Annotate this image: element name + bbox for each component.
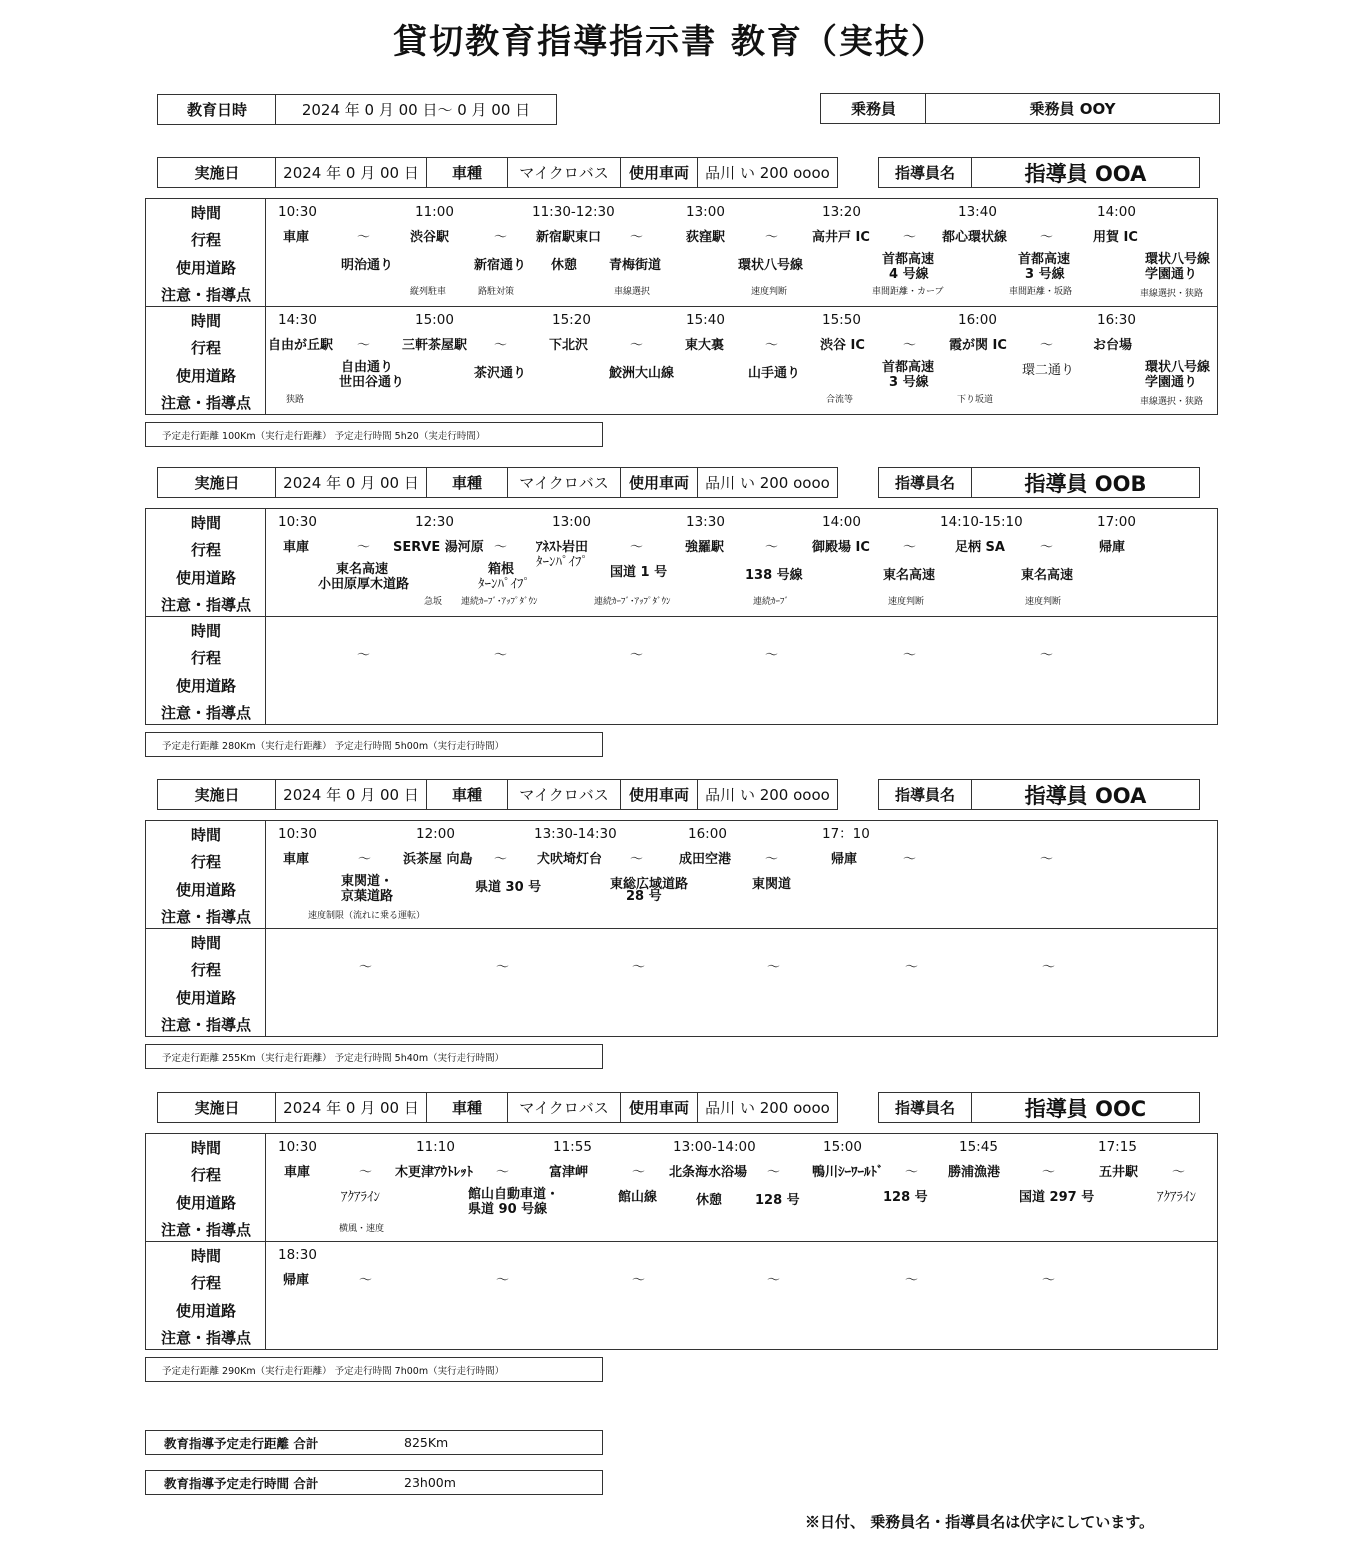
route-arrow: ～ — [494, 852, 508, 867]
road-entry: 茶沢通り — [474, 366, 527, 381]
time-entry: 10:30 — [278, 1139, 317, 1155]
road-entry: 鮫洲大山線 — [609, 366, 675, 381]
route-stop: 帰庫 — [1099, 540, 1126, 555]
time-entry: 14:00 — [1097, 204, 1136, 220]
road-entry: 東名高速 — [883, 568, 936, 583]
route-stop: 勝浦漁港 — [948, 1165, 1001, 1180]
route-arrow: ～ — [359, 1273, 373, 1288]
time-entry: 15:50 — [822, 312, 861, 328]
note-entry: 車線選択 — [614, 287, 651, 297]
road-entry: 国道 297 号 — [1019, 1190, 1095, 1205]
road-entry: 138 号線 — [745, 568, 803, 583]
note-entry: 速度判断 — [751, 287, 788, 297]
date-label: 実施日 — [194, 474, 240, 492]
route-arrow: ～ — [767, 960, 781, 975]
route-arrow: ～ — [630, 852, 644, 867]
note-entry: 速度判断 — [888, 597, 925, 607]
vehicle-value: 品川 い 200 oooo — [697, 158, 837, 187]
road-entry: 128 号 — [755, 1193, 800, 1208]
road-entry: ﾀｰﾝﾊﾟｲﾌﾟ — [478, 577, 530, 592]
day-info-box — [157, 157, 838, 188]
road-entry: 県道 30 号 — [475, 880, 542, 895]
date-label: 実施日 — [194, 786, 240, 804]
road-entry: 明治通り — [341, 258, 394, 273]
route-arrow: ～ — [903, 648, 917, 663]
route-arrow: ～ — [905, 1165, 919, 1180]
date-value: 2024 年 0 月 00 日 — [275, 468, 426, 497]
road-entry: 京葉道路 — [341, 889, 394, 904]
note-entry: 下り坂道 — [957, 395, 994, 405]
total-distance-label: 教育指導予定走行距離 合計 — [164, 1435, 319, 1451]
row-label-notes: 注意・指導点 — [160, 286, 251, 304]
row-label-time: 時間 — [190, 204, 221, 222]
route-arrow: ～ — [630, 338, 644, 353]
vehicle-value: 品川 い 200 oooo — [697, 780, 837, 809]
time-entry: 15:00 — [823, 1139, 862, 1155]
time-entry: 12:30 — [415, 514, 454, 530]
note-entry: 連続ｶｰﾌﾞ･ｱｯﾌﾟﾀﾞｳﾝ — [461, 597, 538, 607]
time-entry: 16:30 — [1097, 312, 1136, 328]
route-stop: 車庫 — [284, 1165, 311, 1180]
road-entry: 3 号線 — [1025, 267, 1065, 282]
road-entry: 学園通り — [1145, 375, 1198, 390]
education-date-box — [157, 94, 557, 125]
route-arrow: ～ — [1172, 1165, 1186, 1180]
route-stop: 霞が関 IC — [949, 338, 1007, 353]
vehicle-value: 品川 い 200 oooo — [697, 468, 837, 497]
row-label-time: 時間 — [190, 1247, 221, 1265]
road-entry: ｱｸｱﾗｲﾝ — [1157, 1190, 1196, 1205]
row-label-time: 時間 — [190, 1139, 221, 1157]
row-label-road: 使用道路 — [175, 881, 236, 899]
row-label-road: 使用道路 — [175, 259, 236, 277]
route-arrow: ～ — [357, 230, 371, 245]
road-entry: 首都高速 — [882, 360, 935, 375]
vehicle-type-value: マイクロバス — [507, 468, 620, 497]
row-label-notes: 注意・指導点 — [160, 394, 251, 412]
route-stop: 北条海水浴場 — [669, 1165, 748, 1180]
row-label-route: 行程 — [190, 1274, 221, 1292]
road-entry: 28 号 — [626, 889, 662, 904]
route-stop: 木更津ｱｳﾄﾚｯﾄ — [395, 1165, 474, 1180]
time-entry: 14:10-15:10 — [940, 514, 1023, 530]
road-entry: 県道 90 号線 — [468, 1202, 548, 1217]
instructor-label: 指導員名 — [894, 786, 955, 804]
route-arrow: ～ — [494, 338, 508, 353]
row-label-time: 時間 — [190, 514, 221, 532]
row-label-notes: 注意・指導点 — [160, 908, 251, 926]
route-arrow: ～ — [905, 1273, 919, 1288]
row-label-notes: 注意・指導点 — [160, 596, 251, 614]
route-stop: 強羅駅 — [685, 540, 725, 555]
time-entry: 13:30 — [686, 514, 725, 530]
route-arrow: ～ — [903, 338, 917, 353]
route-arrow: ～ — [765, 852, 779, 867]
note-entry: 路駐対策 — [478, 287, 515, 297]
date-value: 2024 年 0 月 00 日 — [275, 780, 426, 809]
instructor-label: 指導員名 — [894, 1099, 955, 1117]
time-entry: 13:00 — [552, 514, 591, 530]
route-arrow: ～ — [905, 960, 919, 975]
route-arrow: ～ — [358, 852, 372, 867]
route-stop: 高井戸 IC — [812, 230, 870, 245]
route-arrow: ～ — [903, 230, 917, 245]
time-entry: 13:40 — [958, 204, 997, 220]
total-time-box — [145, 1470, 603, 1495]
row-label-road: 使用道路 — [175, 569, 236, 587]
road-entry: 128 号 — [883, 1190, 928, 1205]
route-stop: ｱﾈｽﾄ岩田 — [536, 540, 589, 555]
route-stop: 五井駅 — [1099, 1165, 1139, 1180]
row-label-route: 行程 — [190, 339, 221, 357]
road-entry: ｱｸｱﾗｲﾝ — [341, 1190, 380, 1205]
row-label-road: 使用道路 — [175, 677, 236, 695]
time-entry: 12:00 — [416, 826, 455, 842]
route-arrow: ～ — [357, 648, 371, 663]
road-entry: 小田原厚木道路 — [318, 577, 410, 592]
row-label-road: 使用道路 — [175, 367, 236, 385]
instructor-name: 指導員 OOC — [971, 1093, 1199, 1122]
block-divider — [145, 306, 1218, 307]
route-arrow: ～ — [765, 648, 779, 663]
instructor-box — [878, 467, 1200, 498]
row-label-time: 時間 — [190, 622, 221, 640]
route-stop: 浜茶屋 向島 — [403, 852, 473, 867]
instructor-name: 指導員 OOA — [971, 780, 1199, 809]
route-stop: 成田空港 — [679, 852, 732, 867]
row-label-notes: 注意・指導点 — [160, 704, 251, 722]
route-arrow: ～ — [632, 1273, 646, 1288]
note-entry: 横風・速度 — [339, 1224, 385, 1234]
time-entry: 11:55 — [553, 1139, 592, 1155]
route-stop: ﾀｰﾝﾊﾟｲﾌﾟ — [536, 555, 588, 570]
day-summary-box — [145, 1044, 603, 1069]
road-entry: 東総広域道路 — [610, 877, 689, 892]
day-summary: 予定走行距離 290Km（実行走行距離） 予定走行時間 7h00m（実行走行時間） — [162, 1365, 505, 1377]
row-label-route: 行程 — [190, 649, 221, 667]
route-arrow: ～ — [1040, 540, 1054, 555]
route-stop: 富津岬 — [549, 1165, 589, 1180]
row-label-time: 時間 — [190, 312, 221, 330]
date-value: 2024 年 0 月 00 日 — [275, 1093, 426, 1122]
route-stop: 都心環状線 — [942, 230, 1008, 245]
note-entry: 狭路 — [286, 395, 305, 405]
route-arrow: ～ — [359, 1165, 373, 1180]
vehicle-type-label: 車種 — [426, 158, 507, 187]
route-stop: 用賀 IC — [1093, 230, 1138, 245]
day-info-box — [157, 1092, 838, 1123]
row-label-route: 行程 — [190, 1166, 221, 1184]
route-arrow: ～ — [494, 648, 508, 663]
note-entry: 縦列駐車 — [410, 287, 447, 297]
crew-label: 乗務員 — [850, 100, 896, 118]
time-entry: 15:20 — [552, 312, 591, 328]
road-entry: 4 号線 — [889, 267, 929, 282]
day-summary-box — [145, 422, 603, 447]
vehicle-type-label: 車種 — [426, 1093, 507, 1122]
route-arrow: ～ — [496, 1165, 510, 1180]
road-entry: 休憩 — [551, 258, 578, 273]
total-time-label: 教育指導予定走行時間 合計 — [164, 1475, 319, 1491]
vehicle-type-label: 車種 — [426, 780, 507, 809]
time-entry: 10:30 — [278, 826, 317, 842]
note-entry: 車線選択・狭路 — [1140, 397, 1204, 407]
route-arrow: ～ — [1040, 338, 1054, 353]
time-entry: 13:20 — [822, 204, 861, 220]
instructor-name: 指導員 OOA — [971, 158, 1199, 187]
time-entry: 13:30-14:30 — [534, 826, 617, 842]
vehicle-label: 使用車両 — [620, 780, 697, 809]
route-arrow: ～ — [357, 338, 371, 353]
row-label-notes: 注意・指導点 — [160, 1016, 251, 1034]
route-arrow: ～ — [767, 1273, 781, 1288]
note-entry: 車線選択・狭路 — [1140, 289, 1204, 299]
time-entry: 15:40 — [686, 312, 725, 328]
route-arrow: ～ — [632, 960, 646, 975]
route-stop: 荻窪駅 — [686, 230, 726, 245]
note-entry: 連続ｶｰﾌﾞ — [753, 597, 790, 607]
route-stop: 東大裏 — [685, 338, 725, 353]
route-stop: 三軒茶屋駅 — [402, 338, 468, 353]
route-arrow: ～ — [630, 648, 644, 663]
route-arrow: ～ — [494, 540, 508, 555]
road-entry: 自由通り — [341, 360, 394, 375]
route-stop: 渋谷駅 — [410, 230, 450, 245]
time-entry: 17:00 — [1097, 514, 1136, 530]
instructor-box — [878, 779, 1200, 810]
route-stop: 車庫 — [283, 540, 310, 555]
route-arrow: ～ — [1040, 852, 1054, 867]
route-arrow: ～ — [765, 540, 779, 555]
route-stop: 車庫 — [283, 852, 310, 867]
road-entry: 3 号線 — [889, 375, 929, 390]
time-entry: 17:15 — [1098, 1139, 1137, 1155]
instructor-box — [878, 157, 1200, 188]
time-entry: 11:30-12:30 — [532, 204, 615, 220]
total-time-value: 23h00m — [404, 1475, 456, 1490]
route-arrow: ～ — [632, 1165, 646, 1180]
day-info-box — [157, 779, 838, 810]
row-label-time: 時間 — [190, 934, 221, 952]
route-arrow: ～ — [357, 540, 371, 555]
route-arrow: ～ — [1042, 1165, 1056, 1180]
route-stop: 鴨川ｼｰﾜｰﾙﾄﾞ — [812, 1165, 884, 1180]
road-entry: 首都高速 — [882, 252, 935, 267]
note-entry: 車間距離・カーブ — [872, 287, 944, 297]
vehicle-type-value: マイクロバス — [507, 780, 620, 809]
row-label-road: 使用道路 — [175, 1302, 236, 1320]
road-entry: 環状八号線 — [1145, 360, 1211, 375]
note-entry: 連続ｶｰﾌﾞ･ｱｯﾌﾟﾀﾞｳﾝ — [594, 597, 671, 607]
day-summary: 予定走行距離 255Km（実行走行距離） 予定走行時間 5h40m（実行走行時間） — [162, 1052, 505, 1064]
crew-value: 乗務員 OOY — [925, 94, 1219, 123]
day-info-box — [157, 467, 838, 498]
vehicle-type-value: マイクロバス — [507, 158, 620, 187]
route-arrow: ～ — [1040, 230, 1054, 245]
road-entry: 館山線 — [618, 1190, 658, 1205]
route-arrow: ～ — [765, 230, 779, 245]
time-entry: 18:30 — [278, 1247, 317, 1263]
road-entry: 東関道・ — [341, 874, 394, 889]
route-arrow: ～ — [903, 540, 917, 555]
road-entry: 館山自動車道・ — [468, 1187, 560, 1202]
time-entry: 16:00 — [958, 312, 997, 328]
day-summary-box — [145, 1357, 603, 1382]
route-stop: 足柄 SA — [955, 540, 1005, 555]
road-entry: 新宿通り — [474, 258, 527, 273]
road-entry: 山手通り — [748, 366, 801, 381]
row-label-notes: 注意・指導点 — [160, 1221, 251, 1239]
page-title: 貸切教育指導指示書 教育（実技） — [393, 22, 947, 62]
route-arrow: ～ — [494, 230, 508, 245]
road-entry: 青梅街道 — [609, 258, 662, 273]
route-arrow: ～ — [630, 230, 644, 245]
route-stop: 新宿駅東口 — [536, 230, 602, 245]
crew-box — [820, 93, 1220, 124]
route-stop: 渋谷 IC — [820, 338, 865, 353]
block-divider — [145, 616, 1218, 617]
route-stop: 帰庫 — [283, 1273, 310, 1288]
note-entry: 車間距離・坂路 — [1009, 287, 1073, 297]
route-arrow: ～ — [496, 1273, 510, 1288]
road-entry: 東名高速 — [336, 562, 389, 577]
date-label: 実施日 — [194, 1099, 240, 1117]
day-summary: 予定走行距離 100Km（実行走行距離） 予定走行時間 5h20（実走行時間） — [162, 430, 486, 442]
route-stop: 犬吠埼灯台 — [537, 852, 603, 867]
road-entry: 東名高速 — [1021, 568, 1074, 583]
row-label-road: 使用道路 — [175, 1194, 236, 1212]
road-entry: 国道 1 号 — [610, 565, 668, 580]
instructor-label: 指導員名 — [894, 164, 955, 182]
row-label-route: 行程 — [190, 961, 221, 979]
route-stop: 帰庫 — [831, 852, 858, 867]
route-arrow: ～ — [1042, 1273, 1056, 1288]
vehicle-type-value: マイクロバス — [507, 1093, 620, 1122]
time-entry: 14:30 — [278, 312, 317, 328]
date-value: 2024 年 0 月 00 日 — [275, 158, 426, 187]
route-arrow: ～ — [903, 852, 917, 867]
row-label-road: 使用道路 — [175, 989, 236, 1007]
note-entry: 急坂 — [424, 597, 443, 607]
time-entry: 11:10 — [416, 1139, 455, 1155]
instructor-box — [878, 1092, 1200, 1123]
vehicle-label: 使用車両 — [620, 468, 697, 497]
road-entry: 箱根 — [488, 562, 515, 577]
route-stop: 自由が丘駅 — [268, 338, 334, 353]
date-label: 実施日 — [194, 164, 240, 182]
route-stop: 車庫 — [283, 230, 310, 245]
time-entry: 15:45 — [959, 1139, 998, 1155]
time-entry: 10:30 — [278, 514, 317, 530]
route-stop: 下北沢 — [549, 338, 589, 353]
education-date-value: 2024 年 0 月 00 日～ 0 月 00 日 — [275, 95, 556, 124]
time-entry: 11:00 — [415, 204, 454, 220]
vehicle-label: 使用車両 — [620, 1093, 697, 1122]
road-entry: 環二通り — [1022, 363, 1075, 378]
row-label-route: 行程 — [190, 853, 221, 871]
road-entry: 休憩 — [696, 1193, 723, 1208]
total-distance-box — [145, 1430, 603, 1455]
note-entry: 速度制限（流れに乗る運転） — [308, 911, 426, 921]
route-arrow: ～ — [1042, 960, 1056, 975]
row-label-notes: 注意・指導点 — [160, 1329, 251, 1347]
route-arrow: ～ — [767, 1165, 781, 1180]
instructor-label: 指導員名 — [894, 474, 955, 492]
block-divider — [145, 928, 1218, 929]
road-entry: 環状八号線 — [1145, 252, 1211, 267]
day-summary: 予定走行距離 280Km（実行走行距離） 予定走行時間 5h00m（実行走行時間） — [162, 740, 505, 752]
time-entry: 10:30 — [278, 204, 317, 220]
vehicle-value: 品川 い 200 oooo — [697, 1093, 837, 1122]
block-divider — [145, 1241, 1218, 1242]
note-entry: 合流等 — [826, 395, 854, 405]
vehicle-label: 使用車両 — [620, 158, 697, 187]
education-date-label: 教育日時 — [186, 101, 247, 119]
route-arrow: ～ — [496, 960, 510, 975]
time-entry: 17：10 — [822, 826, 870, 842]
time-entry: 13:00-14:00 — [673, 1139, 756, 1155]
road-entry: 東関道 — [752, 877, 792, 892]
road-entry: 環状八号線 — [738, 258, 804, 273]
route-stop: お台場 — [1093, 338, 1133, 353]
row-label-time: 時間 — [190, 826, 221, 844]
day-summary-box — [145, 732, 603, 757]
time-entry: 16:00 — [688, 826, 727, 842]
road-entry: 世田谷通り — [339, 375, 405, 390]
road-entry: 首都高速 — [1018, 252, 1071, 267]
footnote: ※日付、 乗務員名・指導員名は伏字にしています。 — [805, 1513, 1155, 1531]
row-label-route: 行程 — [190, 541, 221, 559]
road-entry: 学園通り — [1145, 267, 1198, 282]
vehicle-type-label: 車種 — [426, 468, 507, 497]
instructor-name: 指導員 OOB — [971, 468, 1199, 497]
route-arrow: ～ — [1040, 648, 1054, 663]
route-arrow: ～ — [359, 960, 373, 975]
time-entry: 13:00 — [686, 204, 725, 220]
note-entry: 速度判断 — [1025, 597, 1062, 607]
row-label-route: 行程 — [190, 231, 221, 249]
route-arrow: ～ — [765, 338, 779, 353]
total-distance-value: 825Km — [404, 1435, 449, 1450]
route-stop: 御殿場 IC — [812, 540, 870, 555]
route-stop: SERVE 湯河原 — [393, 540, 484, 555]
route-arrow: ～ — [630, 540, 644, 555]
time-entry: 15:00 — [415, 312, 454, 328]
time-entry: 14:00 — [822, 514, 861, 530]
